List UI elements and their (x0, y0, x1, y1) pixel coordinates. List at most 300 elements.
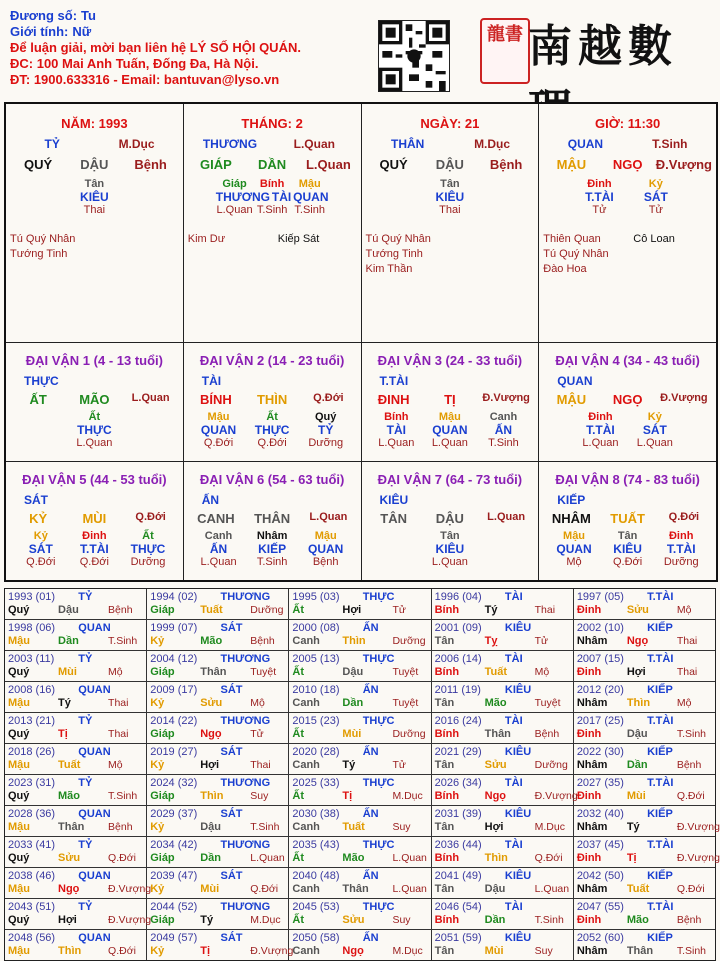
year-stem: Giáp (150, 852, 175, 864)
hidden-god-row (188, 423, 357, 437)
year-cell[interactable] (5, 744, 147, 774)
year-stem: Tân (434, 759, 455, 771)
ten-god-stem: QUAN (567, 137, 604, 151)
qr-code[interactable] (378, 20, 450, 92)
hidden-stage: L.Quan (378, 437, 415, 449)
hidden-ten-god: KIÊU (435, 542, 465, 556)
year-label: 1999 (07) (150, 622, 198, 634)
hidden-ten-god: KIÊU (435, 190, 465, 204)
dai-van-title: ĐẠI VẬN 3 (24 - 33 tuổi) (377, 353, 523, 368)
year-cell[interactable] (5, 589, 147, 619)
dai-van-row-1 (6, 343, 716, 462)
year-stem: Bính (434, 852, 460, 864)
year-line-1 (577, 901, 712, 914)
dai-van-cell[interactable] (362, 462, 540, 580)
year-ten-god: KIẾP (647, 684, 673, 696)
year-ten-god: THỰC (362, 901, 395, 913)
year-cell[interactable] (147, 713, 289, 743)
year-cell[interactable] (574, 589, 715, 619)
year-ten-god: SÁT (220, 746, 243, 758)
year-branch: Hợi (484, 821, 504, 833)
year-branch: Hợi (342, 604, 362, 616)
star-line (10, 247, 179, 262)
heavenly-stem: CANH (197, 511, 235, 526)
dai-van-ten-god: KIẾP (557, 493, 586, 507)
year-label: 2011 (19) (434, 684, 481, 696)
dai-van-cell[interactable] (6, 343, 184, 462)
year-cell[interactable] (574, 899, 715, 929)
year-line-2 (435, 883, 570, 896)
branch-stage: Bệnh (134, 157, 167, 172)
dai-van-can-chi (366, 392, 535, 407)
year-branch: Dần (484, 914, 506, 926)
year-line-1 (8, 746, 143, 759)
year-cell[interactable] (5, 651, 147, 681)
year-stage: Thai (534, 604, 556, 616)
year-stage: Tuyệt (392, 666, 419, 678)
branch-stage: L.Quan (305, 157, 351, 172)
year-label: 2027 (35) (576, 777, 624, 789)
year-branch: Mão (342, 852, 365, 864)
year-label: 2024 (32) (150, 777, 198, 789)
year-line-1 (150, 715, 285, 728)
dai-van-cell[interactable] (539, 343, 716, 462)
year-cell[interactable] (574, 682, 715, 712)
hidden-god-row (543, 542, 712, 556)
year-label: 2042 (50) (576, 870, 624, 882)
year-line-2 (577, 759, 712, 772)
hidden-stage: Q.Đới (613, 556, 643, 568)
year-stem: Nhâm (576, 635, 608, 647)
year-line-2 (8, 790, 143, 803)
hidden-ten-god: SÁT (28, 542, 53, 556)
year-stem: Mậu (8, 697, 30, 709)
year-line-1 (292, 901, 427, 914)
can-chi-row (10, 157, 179, 172)
year-cell[interactable] (432, 713, 574, 743)
year-line-2 (292, 914, 427, 927)
phone-email-line[interactable]: ĐT: 1900.633316 - Email: bantuvan@lyso.vn (10, 72, 280, 87)
year-line-2 (8, 945, 143, 958)
year-cell[interactable] (147, 806, 289, 836)
hidden-stem: Kỷ (648, 178, 663, 190)
year-stage: Thai (108, 728, 129, 740)
earthly-branch: THÌN (256, 392, 288, 407)
year-line-2 (8, 759, 143, 772)
year-label: 2013 (21) (8, 715, 56, 727)
year-ten-god: TÀI (504, 591, 523, 603)
hidden-stage: L.Quan (216, 204, 253, 216)
year-branch: Mão (484, 697, 507, 709)
year-label: 2048 (56) (8, 932, 56, 944)
year-cell[interactable] (5, 713, 147, 743)
year-cell[interactable] (147, 682, 289, 712)
earthly-branch: THÂN (254, 511, 291, 526)
year-label: 1994 (02) (150, 591, 198, 603)
year-line-1 (577, 839, 712, 852)
year-row (5, 620, 715, 651)
year-line-2 (577, 945, 712, 958)
year-stage: M.Dục (250, 914, 281, 926)
branch-stage: L.Quan (309, 511, 348, 523)
year-cell[interactable] (147, 620, 289, 650)
hidden-god-row (10, 190, 179, 204)
year-ten-god: THỰC (362, 839, 395, 851)
year-cell[interactable] (147, 744, 289, 774)
year-branch: Dậu (342, 666, 364, 678)
year-branch: Dần (342, 697, 364, 709)
year-label: 2020 (28) (292, 746, 340, 758)
hidden-stem: Mậu (563, 530, 586, 542)
year-cell[interactable] (147, 837, 289, 867)
year-line-1 (577, 715, 712, 728)
god-row (543, 137, 712, 151)
year-ten-god: SÁT (220, 622, 243, 634)
hidden-god-row (543, 190, 712, 204)
year-branch: Thân (200, 666, 227, 678)
year-branch: Mùi (200, 883, 220, 895)
year-line-1 (8, 653, 143, 666)
year-line-1 (435, 684, 570, 697)
year-cell[interactable] (5, 837, 147, 867)
year-line-1 (8, 839, 143, 852)
year-stage: Mộ (534, 666, 550, 678)
year-stem: Giáp (150, 790, 175, 802)
year-line-2 (150, 945, 294, 958)
year-line-1 (577, 870, 712, 883)
year-stage: Q.Đới (250, 883, 279, 895)
year-line-1 (150, 746, 285, 759)
earthly-branch: TUẤT (610, 511, 645, 526)
year-line-1 (577, 808, 712, 821)
hidden-stage: Q.Đới (203, 437, 234, 449)
year-cell[interactable] (432, 837, 574, 867)
year-ten-god: KIÊU (504, 622, 532, 634)
star-name: Tú Quý Nhân (10, 233, 76, 245)
year-stage: Tuyệt (250, 666, 277, 678)
year-cell[interactable] (147, 899, 289, 929)
branch-stage: Q.Đới (668, 511, 700, 523)
year-branch: Ngọ (200, 728, 222, 740)
ten-god-stem: THƯƠNG (202, 137, 258, 151)
year-line-2 (577, 790, 712, 803)
star-name: Tướng Tinh (365, 248, 423, 260)
year-cell[interactable] (432, 620, 574, 650)
pillar-cell[interactable] (6, 104, 184, 343)
year-cell[interactable] (574, 651, 715, 681)
year-cell[interactable] (289, 899, 431, 929)
star-name: Kiếp Sát (277, 233, 320, 245)
year-stem: Mậu (8, 635, 30, 647)
year-ten-god: T.TÀI (647, 777, 674, 789)
year-line-2 (150, 697, 285, 710)
pillar-cell[interactable] (539, 104, 716, 343)
year-line-2 (435, 697, 570, 710)
year-line-2 (150, 883, 285, 896)
year-cell[interactable] (147, 589, 289, 619)
hidden-stage: Dưỡng (130, 556, 166, 568)
year-stage: Thai (676, 635, 698, 647)
year-ten-god: THƯƠNG (220, 901, 271, 913)
year-line-1 (435, 715, 570, 728)
ten-god-stem: THÂN (391, 137, 425, 151)
hidden-ten-god: THỰC (130, 542, 166, 556)
year-cell[interactable] (432, 744, 574, 774)
dai-van-can-chi (543, 511, 712, 526)
dai-van-cell[interactable] (6, 462, 184, 580)
year-cell[interactable] (432, 899, 574, 929)
year-label: 2005 (13) (292, 653, 340, 665)
year-stage: Đ.Vượng (250, 945, 294, 957)
year-line-1 (150, 777, 285, 790)
year-stage: Mộ (676, 604, 692, 616)
year-stem: Giáp (150, 728, 175, 740)
hidden-ten-god: TÀI (386, 423, 406, 437)
year-cell[interactable] (289, 930, 431, 960)
hidden-stage: L.Quan (431, 437, 468, 449)
year-label: 2006 (14) (434, 653, 482, 665)
year-line-2 (435, 821, 570, 834)
hidden-stage: Mộ (566, 556, 582, 568)
year-line-2 (292, 728, 427, 741)
year-cell[interactable] (5, 806, 147, 836)
year-stage: T.Sinh (108, 635, 138, 647)
year-branch: Sửu (626, 604, 649, 616)
year-cell[interactable] (147, 775, 289, 805)
year-cell[interactable] (289, 806, 431, 836)
year-ten-god: KIÊU (504, 932, 532, 944)
pillar-row (6, 104, 716, 343)
year-branch: Mùi (484, 945, 504, 957)
hidden-ten-god: TỶ (318, 423, 334, 437)
year-cell[interactable] (574, 806, 720, 836)
year-stage: Tuyệt (392, 697, 419, 709)
hidden-ten-god: T.TÀI (666, 542, 696, 556)
hidden-stage: Dưỡng (663, 556, 699, 568)
hidden-stage: T.Sinh (256, 556, 288, 568)
year-cell[interactable] (147, 651, 289, 681)
year-branch: Mùi (342, 728, 362, 740)
year-stem: Quý (8, 790, 30, 802)
year-ten-god: ẤN (362, 622, 379, 634)
year-branch: Dậu (484, 883, 506, 895)
hidden-stage: Thai (439, 204, 461, 216)
dai-van-row-2 (6, 462, 716, 580)
year-stage: Mộ (676, 697, 692, 709)
dai-van-ten-god: THỰC (24, 374, 59, 388)
year-stage: Mộ (250, 697, 265, 709)
branch-stage: L.Quan (487, 511, 526, 523)
dai-van-cell[interactable] (539, 462, 716, 580)
year-line-2 (435, 914, 570, 927)
star-name: Cô Loan (633, 233, 675, 245)
year-line-2 (292, 945, 427, 958)
year-cell[interactable] (432, 806, 574, 836)
year-line-2 (435, 728, 570, 741)
year-branch: Tý (342, 759, 356, 771)
hidden-ten-god: THỰC (77, 423, 112, 437)
heavenly-stem: ĐINH (377, 392, 410, 407)
year-line-1 (150, 591, 285, 604)
year-line-2 (150, 728, 285, 741)
year-ten-god: SÁT (220, 870, 243, 882)
year-ten-god: T.TÀI (647, 839, 674, 851)
year-cell[interactable] (432, 775, 578, 805)
hidden-stage-row (543, 437, 712, 449)
year-cell[interactable] (289, 868, 431, 898)
year-cell[interactable] (5, 775, 147, 805)
year-cell[interactable] (574, 930, 715, 960)
year-row (5, 837, 720, 868)
dai-van-cell[interactable] (184, 462, 362, 580)
year-stage: Bệnh (676, 914, 702, 926)
year-stem: Đinh (576, 728, 602, 740)
year-line-1 (577, 777, 712, 790)
stage-label: M.Dục (474, 137, 511, 151)
dai-van-can-chi (10, 392, 179, 407)
dai-van-cell[interactable] (362, 343, 540, 462)
year-stem: Canh (292, 821, 320, 833)
year-cell[interactable] (574, 868, 715, 898)
dai-van-ten-god: T.TÀI (379, 374, 409, 388)
year-stem: Canh (292, 697, 320, 709)
year-line-1 (292, 715, 427, 728)
year-cell[interactable] (147, 868, 289, 898)
year-cell[interactable] (5, 899, 152, 929)
year-cell[interactable] (147, 930, 294, 960)
hidden-stage-row (188, 204, 357, 216)
year-ten-god: TÀI (504, 715, 523, 727)
heavenly-stem: GIÁP (199, 157, 232, 172)
year-branch: Tuất (626, 883, 650, 895)
hidden-stage: Q.Đới (79, 556, 109, 568)
hidden-ten-god: T.TÀI (585, 190, 614, 204)
year-cell[interactable] (289, 620, 431, 650)
hidden-stem: Mậu (207, 411, 230, 423)
year-ten-god: THƯƠNG (220, 653, 271, 665)
hidden-ten-god: QUAN (200, 423, 237, 437)
year-cell[interactable] (289, 713, 431, 743)
year-cell[interactable] (289, 744, 431, 774)
year-label: 2041 (49) (434, 870, 482, 882)
year-stage: Dưỡng (250, 604, 284, 616)
hidden-stage: L.Quan (76, 437, 113, 449)
hidden-stem: Đinh (587, 178, 612, 190)
year-stem: Mậu (8, 821, 30, 833)
year-cell[interactable] (574, 620, 715, 650)
dai-van-cell[interactable] (184, 343, 362, 462)
year-cell[interactable] (289, 682, 431, 712)
year-stage: Đ.Vượng (676, 821, 720, 833)
year-stage: Đ.Vượng (108, 883, 152, 895)
hidden-stem-row (366, 411, 535, 423)
year-cell[interactable] (432, 930, 574, 960)
year-cell[interactable] (289, 837, 431, 867)
year-cell[interactable] (574, 744, 715, 774)
star-name: Kim Thần (365, 263, 413, 275)
year-branch: Dần (626, 759, 648, 771)
heavenly-stem: MẬU (556, 392, 587, 407)
hidden-stage: Tử (592, 204, 607, 216)
hidden-stem: Tân (617, 530, 638, 542)
hidden-ten-god: KIÊU (80, 190, 109, 204)
earthly-branch: TỊ (444, 392, 456, 407)
year-line-1 (150, 870, 285, 883)
year-row (5, 682, 715, 713)
year-branch: Tị (626, 852, 637, 864)
dai-van-title: ĐẠI VẬN 2 (14 - 23 tuổi) (199, 353, 345, 368)
year-label: 2040 (48) (292, 870, 340, 882)
year-line-2 (8, 883, 152, 896)
year-stem: Bính (434, 728, 460, 740)
year-cell[interactable] (432, 589, 574, 619)
pillar-cell[interactable] (184, 104, 362, 343)
year-cell[interactable] (289, 775, 431, 805)
year-cell[interactable] (5, 930, 147, 960)
year-cell[interactable] (432, 682, 574, 712)
year-stem: Nhâm (576, 883, 608, 895)
year-stage: L.Quan (534, 883, 570, 895)
year-stem: Nhâm (576, 945, 608, 957)
can-chi-row (188, 157, 357, 172)
year-line-2 (8, 728, 143, 741)
year-ten-god: QUAN (78, 870, 111, 882)
year-stem: Tân (434, 697, 455, 709)
year-line-2 (435, 635, 570, 648)
year-branch: Thân (484, 728, 511, 740)
hidden-stage-row (10, 437, 179, 449)
year-stage: Đ.Vượng (534, 790, 578, 802)
year-ten-god: TỶ (78, 653, 93, 665)
pillar-cell[interactable] (362, 104, 540, 343)
year-cell[interactable] (289, 651, 431, 681)
year-cell[interactable] (289, 589, 431, 619)
year-stage: Dưỡng (392, 635, 426, 647)
year-cell[interactable] (5, 682, 147, 712)
ten-god-stem: TỶ (44, 137, 60, 151)
hidden-god-row (10, 542, 179, 556)
hidden-stage: Thai (83, 204, 106, 216)
year-line-2 (150, 604, 285, 617)
year-row (5, 806, 720, 837)
year-cell[interactable] (432, 651, 574, 681)
hidden-stem-row (366, 530, 535, 542)
year-branch: Thìn (200, 790, 224, 802)
year-stage: L.Quan (392, 883, 427, 895)
hidden-ten-god: QUAN (556, 542, 592, 556)
year-branch: Thân (58, 821, 85, 833)
year-cell[interactable] (432, 868, 574, 898)
year-label: 2037 (45) (576, 839, 624, 851)
year-cell[interactable] (574, 713, 715, 743)
heavenly-stem: QUÝ (24, 157, 53, 172)
year-label: 1996 (04) (434, 591, 482, 603)
year-cell[interactable] (5, 868, 152, 898)
hidden-god-row (366, 423, 535, 437)
year-ten-god: TÀI (504, 901, 523, 913)
year-stage: Tử (250, 728, 264, 740)
year-ten-god: TÀI (504, 839, 523, 851)
hidden-stage: Q.Đới (257, 437, 287, 449)
year-cell[interactable] (5, 620, 147, 650)
year-ten-god: T.TÀI (647, 715, 674, 727)
hidden-stem: Đinh (668, 530, 694, 542)
hidden-stem: Tân (84, 178, 105, 190)
year-branch: Dần (58, 635, 79, 647)
year-stem: Kỷ (150, 759, 165, 771)
year-cell[interactable] (574, 837, 720, 867)
year-cell[interactable] (574, 775, 715, 805)
